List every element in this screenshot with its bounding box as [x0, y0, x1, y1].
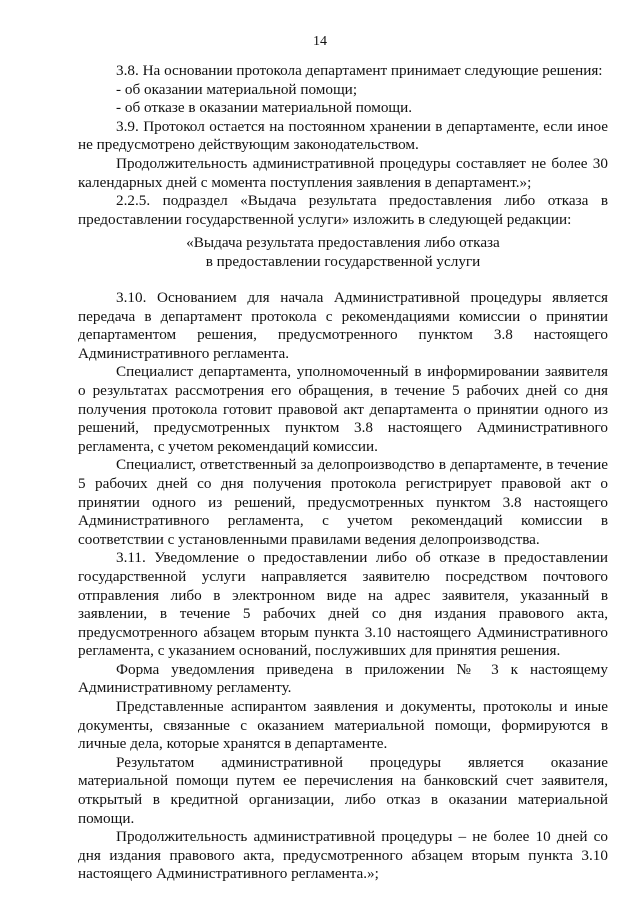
paragraph-specialist-informing: Специалист департамента, уполномоченный в информировании заявителя о результатах рассмотрения его обращения, в течение 5 рабочих дней со дня получения протокола готовит правовой акт департамента о принятии одного из решений, предусмотренных пунктом 3.8 настоящего Административного регламента, с учетом рекомендаций комиссии.	[78, 363, 608, 455]
paragraph-notice-form: Форма уведомления приведена в приложении № 3 к настоящему Административному регламенту.	[78, 660, 608, 697]
intro-section	[78, 62, 608, 229]
paragraph-result: Результатом административной процедуры является оказание материальной помощи путем ее перечисления на банковский счет заявителя, открытый в кредитной организации, либо отказ в оказании материальной помощи.	[78, 753, 608, 827]
heading-line-1: «Выдача результата предоставления либо отказа	[186, 234, 500, 251]
paragraph-3-10: 3.10. Основанием для начала Административной процедуры является передача в департамент протокола с рекомендациями комиссии о принятии департаментом решения, предусмотренного пунктом 3.8 настоящего Административного регламента.	[78, 289, 608, 362]
paragraph-3-9: 3.9. Протокол остается на постоянном хранении в департаменте, если иное не предусмотрено действующим законодательством.	[78, 117, 608, 154]
paragraph-duration-10: Продолжительность административной процедуры – не более 10 дней со дня издания правового акта, предусмотренного абзацем вторым пункта 3.10 настоящего Административного регламента.»;	[78, 828, 608, 883]
heading-line-2: в предоставлении государственной услуги	[205, 252, 481, 270]
paragraph-3-11: 3.11. Уведомление о предоставлении либо об отказе в предоставлении государственной услуги направляется заявителю посредством почтового отправления либо в электронном виде на адрес заявителя, указанный в заявлении, в течение 5 рабочих дней со дня издания правового акта, предусмотренного абзацем вторым пункта 3.10 настоящего Административного регламента, с указанием оснований, послуживших для принятия решения.	[78, 549, 608, 660]
list-item-approve: - об оказании материальной помощи;	[116, 80, 358, 98]
paragraph-2-2-5: 2.2.5. подраздел «Выдача результата предоставления либо отказа в предоставлении государственной услуги» изложить в следующей редакции:	[78, 192, 608, 228]
list-item-refuse: - об отказе в оказании материальной помощи.	[116, 99, 413, 117]
section-heading	[78, 234, 608, 271]
page-number: 14	[313, 34, 327, 49]
body-section	[78, 289, 608, 884]
paragraph-personal-files: Представленные аспирантом заявления и документы, протоколы и иные документы, связанные с оказанием материальной помощи, формируются в личные дела, которые хранятся в департаменте.	[78, 698, 608, 753]
paragraph-3-8: 3.8. На основании протокола департамент принимает следующие решения:	[116, 62, 603, 79]
paragraph-duration-30: Продолжительность административной процедуры составляет не более 30 календарных дней с момента поступления заявления в департамент.»;	[78, 154, 608, 191]
paragraph-specialist-records: Специалист, ответственный за делопроизводство в департаменте, в течение 5 рабочих дней со дня получения протокола регистрирует правовой акт о принятии одного из решений, предусмотренных пунктом 3.8 настоящего Административного регламента, с учетом рекомендаций комиссии в соответствии с установленными правилами ведения делопроизводства.	[78, 456, 608, 548]
